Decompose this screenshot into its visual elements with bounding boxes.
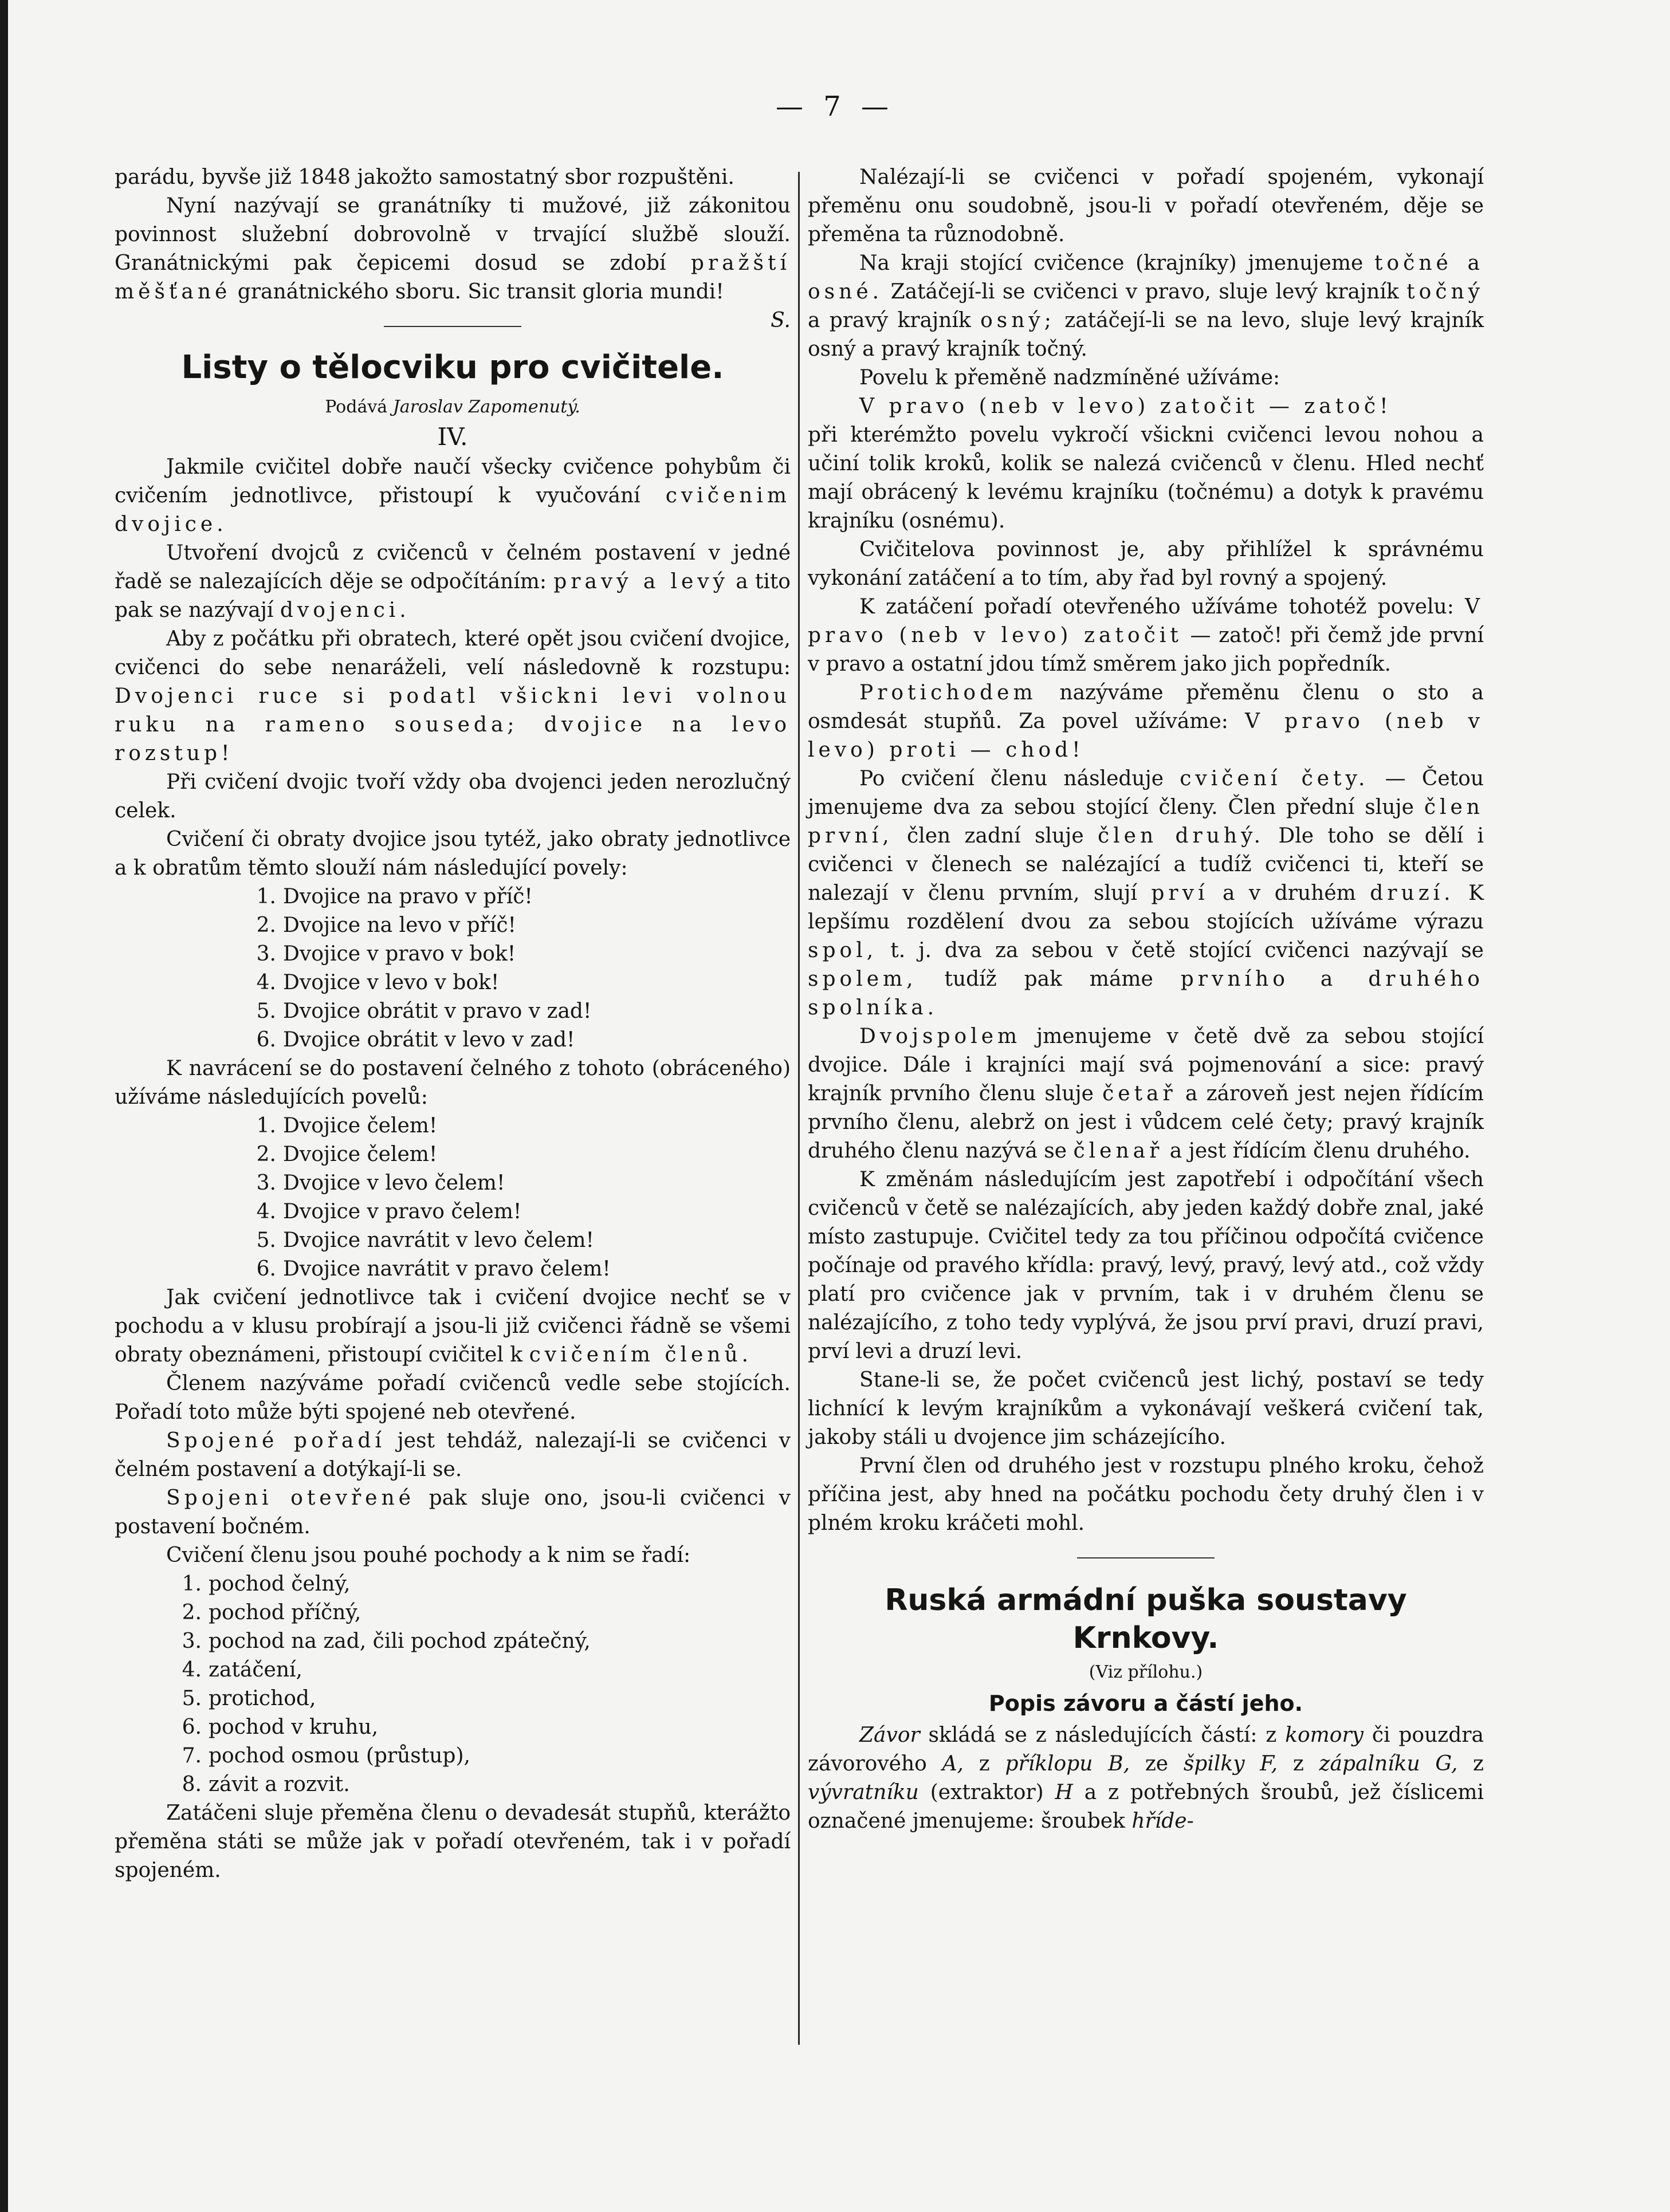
signature: S. — [771, 309, 791, 332]
paragraph: Zatáčeni sluje přeměna členu o devadesát stupňů, kterážto přeměna státi se může jak v pořadí otevřeném, tak i v pořadí spojeném. — [115, 1801, 791, 1882]
spaced-text: dvojenci. — [280, 599, 410, 622]
section-separator — [384, 326, 521, 327]
spaced-text: prvního a druhého spolníka. — [808, 967, 1484, 1020]
list-item — [246, 1112, 791, 1140]
italic-text: špilky F, — [1183, 1752, 1278, 1776]
list-number: 2. — [256, 1143, 276, 1166]
command-line: V pravo (neb v levo) zatočit — zatoč! — [859, 395, 1392, 418]
list-item — [172, 1599, 791, 1627]
text-run: ze — [1145, 1752, 1169, 1776]
italic-text: zápalníku G, — [1319, 1752, 1458, 1776]
text-run: nazýváme přeměnu členu o sto a osmdesát stupňů. Za povel užíváme: — [808, 681, 1484, 733]
text-run: z — [979, 1752, 990, 1776]
list-item — [246, 911, 791, 940]
paragraph — [808, 679, 1484, 765]
list-text: Dvojice v pravo čelem! — [283, 1200, 522, 1223]
text-run: a zároveň jest nejen řídícím prvního členu, alebrž on jest i vůdcem celé čety; pravý krajník druhého členu nazývá se — [808, 1082, 1484, 1163]
paragraph: Stane-li se, že počet cvičenců jest lichý, postaví se tedy lichnící k levým krajníkům a vykonávají veškerá cvičení tak, jakoby stáli u dvojence jim scházejícího. — [808, 1368, 1484, 1449]
list-item — [246, 969, 791, 997]
list-number: 4. — [182, 1658, 202, 1682]
italic-text: A, — [942, 1752, 964, 1776]
list-item — [172, 1684, 791, 1713]
article-subhead: Popis závoru a částí jeho. — [988, 1691, 1303, 1716]
page-binding-edge — [0, 0, 8, 2212]
paragraph — [808, 1721, 1484, 1836]
paragraph — [808, 593, 1484, 679]
list-text: Dvojice čelem! — [283, 1114, 438, 1138]
paragraph: Povelu k přeměně nadzmíněné užíváme: — [859, 366, 1280, 389]
paragraph: K změnám následujícím jest zapotřebí i odpočítání všech cvičenců v četě se nalézajících, aby jeden každý dobře znal, jaké místo zastupuje. Cvičitel tedy za tou příčinou odpočítá cvičence počínaje od pravého křídla: pravý, levý, pravý, levý atd., což vždy platí pro cvičence jak v prvním, tak i v druhém členu se nalézajícího, z toho tedy vyplývá, že jsou prví pravi, druzí pravi, prví levi a druzí levi. — [808, 1168, 1484, 1363]
text-run: Jakmile cvičitel dobře naučí všecky cvičence pohybům či cvičením jednotlivce, přistoupí k vyučování — [115, 455, 791, 507]
text-run: jmenujeme v četě dvě za sebou stojící dvojice. Dále i krajníci mají svá pojmenování a sice: pravý krajník prvního členu sluje — [808, 1025, 1484, 1105]
list-item — [246, 1026, 791, 1054]
list-number: 5. — [182, 1687, 202, 1710]
paragraph: při kterémžto povelu vykročí všickni cvičenci levou nohou a učiní tolik kroků, kolik se nalezá cvičenců v členu. Hled nechť mají obrácený k levému krajníku (točnému) a dotyk k pravému krajníku (osnému). — [808, 423, 1484, 533]
spaced-text: Spojeni otevřené — [166, 1486, 415, 1510]
list-item — [172, 1770, 791, 1799]
text-run: skládá se z následujících částí: z — [928, 1723, 1277, 1747]
list-number: 8. — [182, 1773, 202, 1796]
list-text: Dvojice obrátit v levo v zad! — [283, 1028, 575, 1052]
spaced-text: Spojené pořadí — [166, 1429, 386, 1453]
text-run: zatáčejí-li se na levo, sluje levý krajník osný a pravý krajník točný. — [808, 309, 1484, 361]
list-number: 5. — [256, 1229, 276, 1252]
byline-author: Jaroslav Zapomenutý. — [392, 397, 580, 417]
list-text: Dvojice navrátit v levo čelem! — [283, 1229, 594, 1252]
text-run: K lepšímu rozdělení dvou za sebou stojících užíváme výrazu — [808, 881, 1484, 934]
paragraph — [808, 249, 1484, 364]
text-run: Nyní nazývají se granátníky ti mužové, již zákonitou povinnost služební dobrovolně v trvající službě slouží. Granátnickými pak čepicemi dosud se zdobí — [115, 194, 791, 275]
spaced-text: pravý a levý — [553, 570, 729, 593]
text-run: člen zadní sluje — [907, 824, 1084, 848]
list-text: závit a rozvit. — [209, 1773, 350, 1796]
paragraph: Členem nazýváme pořadí cvičenců vedle sebe stojících. Pořadí toto může býti spojené neb otevřené. — [115, 1372, 791, 1424]
list-number: 6. — [182, 1715, 202, 1739]
text-run: a tito pak se nazývají — [115, 570, 791, 622]
text-run: Na kraji stojící cvičence (krajníky) jmenujeme — [859, 251, 1363, 275]
list-text: pochod na zad, čili pochod zpátečný, — [209, 1630, 591, 1653]
text-run: t. j. dva za sebou v četě stojící cvičenci nazývají se — [890, 939, 1484, 962]
text-run: pak sluje ono, jsou-li cvičenci v postavení bočném. — [115, 1486, 791, 1538]
list-item — [172, 1656, 791, 1684]
spaced-text: Protichodem — [859, 681, 1037, 704]
list-item — [246, 940, 791, 969]
spaced-text: točný — [1406, 280, 1484, 304]
text-run: Zatáčejí-li se cvičenci v pravo, sluje levý krajník — [890, 280, 1399, 304]
article-title-2: Ruská armádní puška soustavy Krnkovy. — [885, 1583, 1407, 1655]
paragraph-intro-1: parádu, byvše již 1848 jakožto samostatný sbor rozpuštěni. — [115, 166, 734, 189]
spaced-text: V pravo (neb v levo) zatočit — [808, 595, 1484, 647]
article-title: Listy o tělocviku pro cvičitele. — [181, 349, 724, 386]
list-item — [246, 1140, 791, 1169]
italic-text: hříde- — [1131, 1809, 1194, 1833]
list-text: Dvojice na levo v příč! — [283, 914, 517, 937]
text-run: a v druhém — [1222, 881, 1356, 905]
list-number: 1. — [256, 1114, 276, 1138]
paragraph: První člen od druhého jest v rozstupu plného kroku, čehož příčina jest, aby hned na počátku pochodu čety druhý člen i v plném kroku kráčeti mohl. — [808, 1454, 1484, 1535]
paragraph: K navrácení se do postavení čelného z tohoto (obráceného) užíváme následujících povelů: — [115, 1057, 791, 1109]
march-list — [115, 1570, 791, 1799]
left-column — [115, 163, 791, 1885]
list-text: Dvojice čelem! — [283, 1143, 438, 1166]
byline-prefix: Podává — [325, 397, 388, 417]
page-number: — 7 — — [775, 90, 895, 123]
spaced-text: cvičením členů. — [529, 1343, 753, 1367]
italic-text: komory — [1285, 1723, 1364, 1747]
list-number: 6. — [256, 1028, 276, 1052]
list-text: Dvojice v levo čelem! — [283, 1171, 505, 1195]
paragraph — [115, 1484, 791, 1541]
list-number: 4. — [256, 971, 276, 994]
spaced-text: člen druhý. — [1097, 824, 1265, 848]
spaced-text: osný; — [980, 309, 1055, 332]
paragraph — [115, 1427, 791, 1484]
list-item — [246, 1226, 791, 1255]
text-run: — Četou jmenujeme dva za sebou stojící členy. Člen přední sluje — [808, 767, 1484, 819]
text-run: Utvoření dvojců z cvičenců v čelném postavení v jedné řadě se nalezajících děje se odpočítáním: — [115, 541, 791, 593]
column-divider — [798, 172, 800, 2045]
list-number: 5. — [256, 999, 276, 1023]
command-list-1 — [115, 883, 791, 1054]
text-run: Aby z počátku při obratech, které opět jsou cvičení dvojice, cvičenci do sebe nenaráželi, velí následovně k rozstupu: — [115, 627, 791, 679]
list-number: 2. — [182, 1601, 202, 1624]
paragraph: Nalézají-li se cvičenci v pořadí spojeném, vykonají přeměnu onu soudobně, jsou-li v pořadí otevřeném, děje se přeměna ta různodobně. — [808, 166, 1484, 246]
list-number: 3. — [256, 942, 276, 966]
byline — [115, 393, 791, 421]
paragraph: Cvičení členu jsou pouhé pochody a k nim se řadí: — [166, 1544, 691, 1567]
paragraph — [808, 1022, 1484, 1166]
list-number: 1. — [256, 885, 276, 908]
list-item — [246, 1169, 791, 1198]
list-item — [172, 1713, 791, 1742]
text-run: či pouzdra závorového — [808, 1723, 1484, 1776]
spaced-text: Dvojenci ruce si podatl všickni levi volnou ruku na rameno souseda; dvojice na levo rozstup! — [115, 684, 791, 765]
paragraph — [115, 1284, 791, 1369]
text-run: a jest řídícím členu druhého. — [1169, 1139, 1471, 1163]
list-number: 4. — [256, 1200, 276, 1223]
right-column — [808, 163, 1484, 1836]
list-text: Dvojice obrátit v pravo v zad! — [283, 999, 592, 1023]
list-number: 1. — [182, 1572, 202, 1596]
spaced-text: spolem, — [808, 967, 917, 991]
text-run: z — [1292, 1752, 1304, 1776]
list-item — [246, 883, 791, 911]
list-text: pochod v kruhu, — [209, 1715, 379, 1739]
text-run: Po cvičení členu následuje — [859, 767, 1164, 790]
list-number: 7. — [182, 1744, 202, 1768]
spaced-text: Dvojspolem — [859, 1025, 1021, 1048]
list-number: 2. — [256, 914, 276, 937]
list-text: zatáčení, — [209, 1658, 302, 1682]
text-run: a z potřebných šroubů, jež číslicemi označené jmenujeme: šroubek — [808, 1781, 1484, 1833]
spaced-text: spol, — [808, 939, 878, 962]
paragraph-intro-2 — [115, 192, 791, 332]
italic-text: příklopu B, — [1005, 1752, 1130, 1776]
list-text: Dvojice v levo v bok! — [283, 971, 500, 994]
text-run: K zatáčení pořadí otevřeného užíváme tohotéž povelu: — [859, 595, 1454, 619]
spaced-text: cvičenim dvojice. — [115, 484, 791, 536]
text-run: (extraktor) — [930, 1781, 1044, 1804]
list-item — [246, 1198, 791, 1226]
list-text: Dvojice navrátit v pravo čelem! — [283, 1257, 611, 1281]
text-run: granátnického sboru. Sic transit gloria mundi! — [237, 280, 724, 304]
text-run: — zatoč! při čemž jde první v pravo a ostatní jdou tímž směrem jako jich popředník. — [808, 624, 1484, 676]
paragraph — [115, 625, 791, 768]
spaced-text: prví — [1151, 881, 1209, 905]
list-item — [246, 997, 791, 1026]
paragraph: Cvičitelova povinnost je, aby přihlížel k správnému vykonání zatáčení a to tím, aby řad byl rovný a spojený. — [808, 538, 1484, 590]
list-item — [172, 1742, 791, 1770]
list-number: 6. — [256, 1257, 276, 1281]
text-run: a pravý krajník — [808, 309, 971, 332]
spaced-text: člen první, — [808, 796, 1484, 848]
paragraph — [808, 765, 1484, 1022]
spaced-text: cvičení čety. — [1180, 767, 1369, 790]
list-text: pochod příčný, — [209, 1601, 361, 1624]
section-number: IV. — [437, 423, 468, 451]
list-item — [172, 1627, 791, 1656]
text-run: z — [1473, 1752, 1484, 1776]
text-run: Jak cvičení jednotlivce tak i cvičení dvojice nechť se v pochodu a v klusu probírají a jsou-li již cvičenci řádně se všemi obraty obeznámeni, přistoupí cvičitel k — [115, 1286, 791, 1367]
list-text: Dvojice na pravo v příč! — [283, 885, 533, 908]
article-subtitle: (Viz přílohu.) — [1089, 1662, 1203, 1682]
list-number: 3. — [256, 1171, 276, 1195]
paragraph — [115, 539, 791, 625]
list-item — [246, 1255, 791, 1284]
list-number: 3. — [182, 1630, 202, 1653]
list-text: protichod, — [209, 1687, 316, 1710]
list-text: pochod čelný, — [209, 1572, 351, 1596]
command-list-2 — [115, 1112, 791, 1284]
spaced-text: točné a osné. — [808, 251, 1484, 304]
italic-text: Závor — [859, 1723, 920, 1747]
list-text: Dvojice v pravo v bok! — [283, 942, 516, 966]
text-run: Dle toho se dělí i cvičenci v členech se nalézající a tudíž cvičenci ti, kteří se nalezají v členu prvním, slují — [808, 824, 1484, 905]
spaced-text: pražští měšťané — [115, 251, 791, 304]
spaced-text: četař — [1102, 1082, 1177, 1105]
paragraph: Cvičení či obraty dvojice jsou tytéž, jako obraty jednotlivce a k obratům těmto slouží nám následující povely: — [115, 828, 791, 880]
paragraph: Při cvičení dvojic tvoří vždy oba dvojenci jeden nerozlučný celek. — [115, 770, 791, 822]
spaced-text: druzí. — [1370, 881, 1455, 905]
list-text: pochod osmou (průstup), — [209, 1744, 470, 1768]
spaced-text: V pravo (neb v levo) proti — chod! — [808, 710, 1484, 762]
italic-text: H — [1055, 1781, 1073, 1804]
list-item — [172, 1570, 791, 1599]
section-separator — [1077, 1557, 1215, 1558]
text-run: tudíž pak máme — [944, 967, 1153, 991]
text-run: jest tehdáž, nalezají-li se cvičenci v čelném postavení a dotýkají-li se. — [115, 1429, 791, 1481]
paragraph — [115, 453, 791, 539]
spaced-text: členař — [1073, 1139, 1164, 1163]
italic-text: vývratníku — [808, 1781, 919, 1804]
